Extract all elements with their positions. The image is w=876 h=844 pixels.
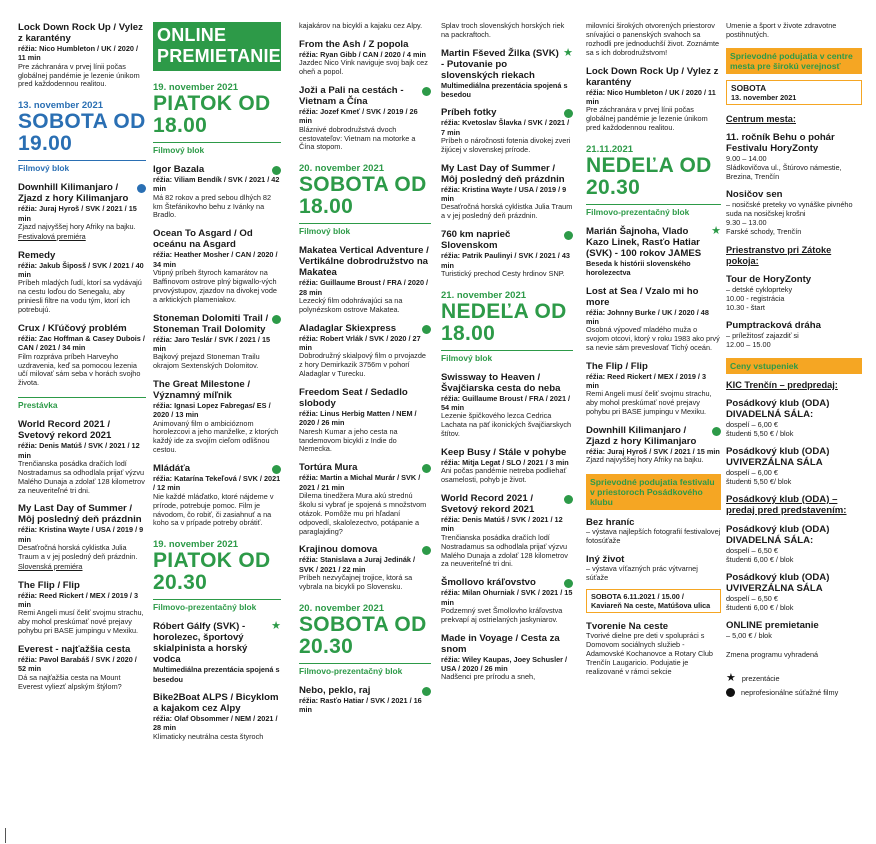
block-date: 19. november 2021 [153, 539, 239, 551]
film-entry [441, 107, 573, 154]
film-description: Turistický prechod Cesty hrdinov SNP. [441, 268, 565, 278]
film-credits: réžia: Martin a Michal Murár / SVK / 2021 / 21 min [299, 473, 421, 492]
legend-competition [726, 688, 862, 697]
presentation-subtitle: Beseda k histórii slovenského horolezectva [586, 258, 691, 278]
city-events-banner: Sprievodné podujatia v centre mesta pre širokú verejnosť [726, 48, 862, 74]
workshop-description: Tvorivé dielne pre deti v spolupráci s Domovom sociálnych služieb - Adamovské Kochanovce a Rotary Club Trenčín Laugaricio. Podujatie je realizované v rámci sekcie [586, 630, 713, 676]
price-adult: dospelí – 6,50 € [726, 545, 778, 555]
film-title: Downhill Kilimanjaro / Zjazd z hory Kilimanjaro [18, 182, 129, 205]
film-title: Swissway to Heaven / Švajčiarska cesta do neba [441, 371, 561, 394]
film-description: Nadšenci pre prírodu a sneh, [441, 672, 536, 682]
price-entry [726, 524, 862, 564]
film-entry [441, 633, 573, 683]
city-event-entry [726, 274, 862, 312]
film-description: Jazdec Nico Vink naviguje svoj bajk cez oheň a popol. [299, 58, 428, 77]
presentation-title: Martin Fševed Žilka (SVK) - Putovanie po slovenských riekach [441, 47, 559, 81]
film-title: Freedom Seat / Sedadlo slobody [299, 387, 408, 410]
price-student: študenti 6,00 € / blok [726, 554, 794, 564]
competition-dot-icon [422, 546, 431, 555]
presentation-title: Marián Šajnoha, Vlado Kazo Linek, Rasťo Hatiar (SVK) - 100 rokov JAMES [586, 225, 702, 259]
competition-dot-icon [137, 184, 146, 193]
film-title: My Last Day of Summer / Môj posledný deň prázdnin [441, 162, 565, 185]
film-credits: réžia: Rasťo Hatiar / SVK / 2021 / 16 min [299, 695, 422, 715]
film-description: Príbeh o náročnosti fotenia divokej zveri žijúcej v slovenskej prírode. [441, 136, 571, 154]
premiere-tag: Slovenská premiéra [18, 561, 83, 571]
competition-dot-icon [422, 464, 431, 473]
film-credits: réžia: Patrik Paulinyi / SVK / 2021 / 43 min [441, 251, 570, 270]
film-title: Joži a Pali na cestách - Vietnam a Čína [299, 85, 404, 108]
price-adult: dospelí – 6,00 € [726, 467, 778, 477]
legend-label: neprofesionálne súťažné filmy [741, 687, 839, 697]
film-title: Príbeh fotky [441, 107, 497, 119]
price-student: študenti 6,00 € / blok [726, 602, 794, 612]
premiere-tag: Festivalová premiéra [18, 231, 86, 241]
film-entry [18, 182, 146, 242]
film-title: Made in Voyage / Cesta za snom [441, 632, 560, 655]
film-entry [441, 493, 573, 569]
film-entry [586, 425, 721, 465]
city-event-time: 9.30 – 13.00 [726, 217, 767, 227]
city-event-entry [726, 132, 862, 181]
film-entry [299, 544, 431, 591]
price-venue: Posádkový klub (ODA) UVIVERZÁLNA SÁLA [726, 571, 830, 594]
city-event-title: Pumptracková dráha [726, 319, 821, 331]
film-entry [441, 163, 573, 221]
film-credits: réžia: Linus Herbig Matten / NEM / 2020 / 26 min [299, 409, 417, 428]
price-online: – 5,00 € / blok [726, 630, 772, 640]
film-entry [299, 323, 431, 379]
film-description: Pre záchranára v prvej línii počas globálnej pandémie je lezenie únikom pred každodennou realitou. [586, 105, 708, 133]
city-event-entry [726, 320, 862, 349]
city-event-time: 10.00 - registrácia [726, 293, 785, 303]
film-credits: réžia: Nico Humbleton / UK / 2020 / 11 min [18, 44, 139, 63]
presentation-star-icon: ★ [271, 620, 281, 633]
film-description: Pre záchranára v prvej línii počas globálnej pandémie je lezenie únikom pred každodennou realitou. [18, 61, 140, 89]
presale-heading: KIC Trenčín – predpredaj: [726, 379, 838, 390]
film-credits: réžia: Ignasi Lopez Fabregas/ ES / 2020 / 13 min [153, 400, 271, 420]
film-credits: réžia: Ryan Gibb / CAN / 2020 / 4 min [299, 49, 426, 59]
film-title: 760 km naprieč Slovenskom [441, 229, 511, 252]
film-title: Tortúra Mura [299, 462, 358, 474]
film-description: Desaťročná horská cyklistka Julia Traum a v jej posledný deň prázdnin. [18, 543, 138, 561]
film-entry [299, 387, 431, 454]
program-column-1 [18, 22, 146, 692]
film-credits: réžia: Viliam Bendík / SVK / 2021 / 42 min [153, 175, 280, 194]
price-student: študenti 5,50 €/ blok [726, 476, 792, 486]
ticket-prices-banner: Ceny vstupeniek [726, 358, 862, 374]
film-description: Desaťročná horská cyklistka Julia Traum a v jej posledný deň prázdnin. [441, 202, 573, 221]
film-description: Lezecký film odohrávajúci sa na polynézskom ostrove Makatea. [299, 295, 403, 314]
film-entry [441, 372, 573, 439]
continued-description: Umenie a šport v živote zdravotne postihnutých. [726, 22, 837, 39]
presentation-entry [153, 621, 281, 684]
film-description: Zjazd najvyššej hory Afriky na bajku. [18, 221, 136, 231]
event-date-text: SOBOTA 6.11.2021 / 15.00 / Kaviareň Na ceste, Matúšova ulica [591, 591, 711, 610]
exhibition-title: Bez hraníc [586, 517, 635, 529]
film-description: Podzemný svet Šmollovho kráľovstva prekvapí aj ostrielaných jaskyniarov. [441, 605, 563, 624]
city-event-desc: – detské cykloprteky [726, 284, 793, 294]
film-description: Vtipný príbeh štyroch kamarátov na Baffinovom ostrove plný bigwallo-vých prvovýstupov, zjazdov na divokej vode a arktických plameniakov. [153, 267, 277, 304]
film-title: The Great Milestone / Významný míľnik [153, 378, 251, 401]
block-date: 19. november 2021 [153, 82, 239, 93]
price-entry [726, 494, 862, 516]
price-venue: Posádkový klub (ODA) DIVADELNÁ SÁLA: [726, 397, 830, 420]
film-credits: réžia: Jaro Teslár / SVK / 2021 / 15 min [153, 334, 271, 353]
film-entry [441, 577, 573, 624]
film-entry [299, 462, 431, 536]
competition-dot-icon [272, 315, 281, 324]
event-date-box [726, 80, 862, 105]
block-day-time: PIATOK OD 20.30 [153, 549, 271, 595]
film-credits: réžia: Katarína Tekeľová / SVK / 2021 / 12 min [153, 474, 281, 493]
film-title: The Flip / Flip [586, 360, 648, 372]
continued-description: kajakárov na bicykli a kajaku cez Alpy. [299, 22, 423, 30]
film-credits: réžia: Jakub Šiposš / SVK / 2021 / 40 min [18, 260, 144, 280]
film-description: Remi Angeli musí čeliť svojmu strachu, aby mohol preskúmať nové prejavy pohybu pri BASE jumpingu v Mexiku. [586, 389, 712, 417]
block-date: 21. november 2021 [441, 289, 527, 301]
film-entry [153, 463, 281, 528]
film-entry [441, 447, 573, 485]
film-title: Mládáťa [153, 463, 191, 475]
film-title: Krajinou domova [299, 544, 378, 556]
film-title: Nebo, peklo, raj [299, 684, 371, 696]
film-entry [153, 228, 281, 304]
film-description: Má 82 rokov a pred sebou dlhých 82 km Štefánikovho behu z Ivánky na Bradlo. [153, 192, 272, 220]
film-description: Bajkový prejazd Stoneman Trailu okrajom Sextenských Dolomitov. [153, 352, 260, 371]
film-entry [18, 580, 146, 636]
film-credits: réžia: Kristina Wayte / USA / 2019 / 9 min [18, 525, 144, 544]
competition-dot-icon [272, 166, 281, 175]
legend-label: prezentácie [741, 673, 780, 683]
exhibition-title: Iný život [586, 554, 625, 566]
film-title: Keep Busy / Stále v pohybe [441, 447, 567, 459]
film-description: Remi Angeli musí čeliť svojmu strachu, aby mohol preskúmať nové prejavy pohybu pri BASE jumpingu v Mexiku. [18, 608, 144, 636]
block-type-label: Filmový blok [441, 350, 573, 364]
film-credits: réžia: Wiley Kaupas, Joey Schusler / USA / 2020 / 26 min [441, 654, 568, 674]
film-credits: réžia: Juraj Hyroš / SVK / 2021 / 15 min [586, 447, 720, 457]
film-description: Dobrodružný skialpový film o prvojazde z hory Demirkazik 3756m v pohorí Aladaglar v Turecku. [299, 351, 426, 379]
continued-description: milovníci širokých otvorených priestorov snívajúci o panenských svahoch sa rozhodli pre jednoduchší život. Zoznámte sa s ich dobrodružstvom! [586, 22, 720, 57]
exhibition-entry [586, 554, 721, 583]
film-entry [18, 419, 146, 495]
competition-dot-icon [564, 231, 573, 240]
film-entry [299, 685, 431, 715]
block-type-label: Filmovo-prezentačný blok [586, 204, 721, 218]
program-column-3 [299, 22, 431, 714]
block-type-label: Filmovo-prezentačný blok [299, 663, 431, 677]
city-event-time: 10.30 - štart [726, 302, 765, 312]
competition-dot-icon [712, 427, 721, 436]
film-credits: réžia: Juraj Hyroš / SVK / 2021 / 15 min [18, 204, 137, 223]
block-type-label: Filmový blok [153, 142, 281, 156]
presentation-subtitle: Multimediálna prezentácia spojená s besedou [441, 80, 568, 100]
block-date: 21.11.2021 [586, 143, 634, 155]
film-entry [586, 361, 721, 417]
film-entry [299, 85, 431, 152]
film-credits: réžia: Nico Humbleton / UK / 2020 / 11 min [586, 87, 716, 106]
workshop-entry [586, 621, 721, 677]
star-icon: ★ [726, 671, 736, 684]
film-credits: réžia: Robert Vrlák / SVK / 2020 / 27 min [299, 333, 421, 353]
block-date: 20. november 2021 [299, 602, 385, 614]
film-description: Dilema tinedžera Mura akú strednú školu si vybrať je spojená s množstvom otázok. Pomôže mu pri hľadaní odpovedí, skalolezectvo, potápanie a paraglajding? [299, 490, 427, 536]
city-event-desc: – nosičské preteky vo vynáške pivného suda na nosičskej krošni [726, 199, 853, 218]
presentation-entry [586, 226, 721, 278]
film-credits: réžia: Stanislava a Juraj Jedinák / SVK / 2021 / 22 min [299, 555, 415, 574]
block-day-time: PIATOK OD 18.00 [153, 92, 271, 137]
presentation-star-icon: ★ [563, 46, 573, 59]
block-type-label: Filmový blok [299, 223, 431, 237]
film-description: Animovaný film o ambicióznom horolezcovi a jeho manželke, z ktorých každý ide za svojím cieľom odlišnou cestou. [153, 418, 279, 455]
film-entry [153, 692, 281, 742]
exhibition-description: – výstava víťazných prác výtvarnej súťaže [586, 564, 698, 583]
film-credits: réžia: Reed Rickert / MEX / 2019 / 3 min [18, 590, 139, 610]
presentation-title: Róbert Gálfy (SVK) - horolezec, športový skialpinista a horský vodca [153, 621, 248, 666]
price-venue: ONLINE premietanie [726, 619, 819, 631]
film-entry [153, 379, 281, 455]
competition-dot-icon [564, 495, 573, 504]
film-entry [299, 39, 431, 77]
film-credits: réžia: Kristina Wayte / USA / 2019 / 9 min [441, 184, 567, 204]
block-day-time: SOBOTA OD 20.30 [299, 612, 427, 658]
film-entry [153, 164, 281, 220]
film-title: World Record 2021 / Svetový rekord 2021 [18, 419, 112, 442]
film-description: Trenčianska posádka dračích lodí Nostradamus sa odhodlala prijať výzvu Malého Dunaja a zdolať 128 kilometrov za neuveriteľné tri dni. [18, 458, 145, 495]
block-day-time: SOBOTA OD 19.00 [18, 110, 146, 156]
exhibition-entry [586, 517, 721, 546]
city-event-place: Farské schody, Trenčín [726, 226, 802, 236]
film-title: From the Ash / Z popola [299, 38, 409, 50]
venue-heading: Priestranstvo pri Zátoke pokoja: [726, 244, 832, 266]
film-title: Stoneman Dolomiti Trail / Stoneman Trail Dolomity [153, 312, 269, 335]
film-title: The Flip / Flip [18, 579, 80, 591]
film-credits: réžia: Olaf Obsommer / NEM / 2021 / 28 min [153, 713, 278, 733]
film-credits: réžia: Pavol Barabáš / SVK / 2020 / 52 min [18, 655, 137, 674]
workshop-title: Tvorenie Na ceste [586, 620, 669, 632]
presentation-subtitle: Multimediálna prezentácia spojená s besedou [153, 665, 280, 684]
film-credits: réžia: Guillaume Broust / FRA / 2020 / 28 min [299, 278, 429, 297]
film-description: Ani počas pandémie netreba podliehať osamelosti, pohyb je život. [441, 466, 567, 485]
venue-heading: Centrum mesta: [726, 113, 796, 124]
price-section-heading: Posádkový klub (ODA) – predaj pred predstavením: [726, 493, 847, 516]
film-entry [18, 503, 146, 571]
film-title: My Last Day of Summer / Môj posledný deň prázdnin [18, 503, 142, 526]
film-title: Crux / Kľúčový problém [18, 323, 127, 335]
competition-dot-icon [564, 109, 573, 118]
event-date: 13. november 2021 [731, 92, 797, 102]
film-entry [18, 323, 146, 388]
film-credits: réžia: Mitja Legat / SLO / 2021 / 3 min [441, 458, 569, 468]
price-entry [726, 572, 862, 612]
competition-dot-icon [422, 687, 431, 696]
continued-description: Splav troch slovenských horských riek na packraftoch. [441, 22, 565, 39]
film-title: Lock Down Rock Up / Vylez z karantény [586, 65, 719, 88]
film-title: Lock Down Rock Up / Vylez z karantény [18, 22, 143, 44]
price-venue: Posádkový klub (ODA) DIVADELNÁ SÁLA: [726, 523, 830, 546]
event-day: SOBOTA [731, 82, 767, 93]
film-description: Klimaticky neutrálna cesta štyroch [153, 731, 264, 741]
competition-dot-icon [422, 87, 431, 96]
block-day-time: NEDEĽA OD 20.30 [586, 153, 712, 199]
online-screening-banner: ONLINE PREMIETANIE [153, 22, 281, 71]
film-title: Downhill Kilimanjaro / Zjazd z hory Kilimanjaro [586, 425, 697, 448]
film-entry [153, 313, 281, 371]
film-credits: réžia: Kvetoslav Šlavka / SVK / 2021 / 7 min [441, 118, 570, 137]
film-credits: réžia: Denis Matúš / SVK / 2021 / 12 min [441, 515, 563, 534]
film-title: Bike2Boat ALPS / Bicyklom a kajakom cez Alpy [153, 691, 279, 714]
program-column-4 [441, 22, 573, 682]
block-date: 13. november 2021 [18, 100, 104, 112]
film-title: Ocean To Asgard / Od oceánu na Asgard [153, 228, 253, 251]
film-entry [18, 250, 146, 315]
program-column-5 [586, 22, 721, 677]
block-date: 20. november 2021 [299, 163, 385, 175]
film-title: Everest - najťažšia cesta [18, 644, 131, 656]
city-event-entry [726, 189, 862, 236]
dot-icon [726, 688, 735, 697]
price-entry [726, 620, 862, 640]
film-entry [18, 644, 146, 691]
film-credits: réžia: Milan Ohurniak / SVK / 2021 / 15 min [441, 588, 573, 607]
film-description: Bláznivé dobrodružstvá dvoch cestovateľov: Vietnam na motorke a Čína stopom. [299, 124, 416, 152]
exhibition-description: – výstava najlepších fotografií festivalovej fotosúťaže [586, 527, 721, 546]
event-date-box [586, 589, 721, 613]
city-event-title: 11. ročník Behu o pohár Festivalu HoryZonty [726, 131, 835, 154]
film-credits: réžia: Denis Matúš / SVK / 2021 / 12 min [18, 441, 140, 460]
side-events-banner: Sprievodné podujatia festivalu v priestoroch Posádkového klubu [586, 474, 721, 510]
film-title: Aladaglar Skiexpress [299, 322, 397, 334]
film-credits: réžia: Jozef Kmeť / SVK / 2019 / 26 min [299, 107, 418, 126]
film-description: Film rozpráva príbeh Harveyho uzdravenia, keď sa pomocou lezenia učí milovať sám seba v horách svojho života. [18, 351, 141, 388]
film-title: Šmollovo kráľovstvo [441, 577, 536, 589]
film-description: Lezenie špičkového lezca Cedrica Lachata na päť ikonických švajčiarskych štítov. [441, 411, 572, 439]
film-credits: réžia: Heather Mosher / CAN / 2020 / 34 min [153, 250, 278, 269]
film-entry [441, 229, 573, 279]
price-student: študenti 5,50 € / blok [726, 428, 794, 438]
price-entry [726, 398, 862, 438]
film-credits: réžia: Zac Hoffman & Casey Dubois / CAN / 2021 / 34 min [18, 334, 145, 353]
film-entry [586, 66, 721, 133]
competition-dot-icon [272, 465, 281, 474]
presentation-entry [441, 48, 573, 100]
film-entry [18, 22, 146, 89]
film-description: Nie každé mláďatko, ktoré nájdeme v prírode, potrebuje pomoc. Film je návodom, čo robiť, či zasiahnuť a na koho sa v prípade potreby obrátiť. [153, 491, 274, 528]
price-entry [726, 446, 862, 486]
film-description: Príbeh nezvyčajnej trojice, ktorá sa vybrala na bicykli po Slovensku. [299, 573, 413, 591]
block-type-label: Filmový blok [18, 160, 146, 174]
film-entry [299, 245, 431, 314]
city-event-place: Sládkovičova ul., Štúrovo námestie, Brezina, Trenčín [726, 162, 842, 181]
legend-presentations [726, 673, 862, 684]
film-title: Igor Bazala [153, 164, 205, 175]
city-event-time: 12.00 – 15.00 [726, 339, 771, 349]
city-event-time: 9.00 – 14.00 [726, 153, 767, 163]
film-credits: réžia: Guillaume Broust / FRA / 2021 / 54 min [441, 393, 571, 413]
film-description: Dá sa najťažšia cesta na Mount Everest vyliezť alpským štýlom? [18, 672, 122, 691]
city-event-title: Nosičov sen [726, 188, 783, 200]
film-title: Remedy [18, 249, 56, 261]
film-description: Zjazd najvyššej hory Afriky na bajku. [586, 455, 704, 465]
film-title: World Record 2021 / Svetový rekord 2021 [441, 493, 535, 516]
film-entry [586, 286, 721, 353]
film-credits: réžia: Johnny Burke / UK / 2020 / 48 min [586, 307, 709, 326]
block-type-label: Filmovo-prezentačný blok [153, 599, 281, 613]
block-day-time: NEDEĽA OD 18.00 [441, 299, 567, 345]
film-description: Osobná výpoveď mladého muža o svojom otcovi, ktorý v roku 1983 ako prvý sa nevie sám preveslovať Tichý oceán. [586, 325, 720, 352]
film-description: Príbeh mladých ľudí, ktorí sa vydávajú na cestu loďou do Senegalu, aby priniesli filtre na vodu tým, ktorí ich potrebujú. [18, 278, 142, 315]
competition-dot-icon [564, 579, 573, 588]
city-event-desc: – príležitosť zajazdiť si [726, 330, 799, 340]
program-column-2 [153, 22, 281, 741]
film-credits: réžia: Reed Rickert / MEX / 2019 / 3 min [586, 371, 707, 391]
competition-dot-icon [422, 325, 431, 334]
block-day-time: SOBOTA OD 18.00 [299, 173, 427, 219]
text-cursor [5, 828, 6, 843]
price-adult: dospelí – 6,00 € [726, 419, 778, 429]
city-event-title: Tour de HoryZonty [726, 273, 812, 285]
film-title: Makatea Vertical Adventure / Vertikálne dobrodružstvo na Makatea [299, 245, 429, 279]
program-change-note: Zmena programu vyhradená [726, 649, 819, 659]
film-description: Naresh Kumar a jeho cesta na tandemovom bicykli z Indie do Nemecka. [299, 426, 398, 454]
price-venue: Posádkový klub (ODA) UVIVERZÁLNA SÁLA [726, 445, 830, 468]
film-description: Trenčianska posádka dračích lodí Nostradamus sa odhodlala prijať výzvu Malého Dunaja a zdolať 128 kilometrov za neuveriteľné tri dni. [441, 532, 568, 569]
film-title: Lost at Sea / Vzalo mi ho more [586, 285, 699, 308]
presentation-star-icon: ★ [711, 224, 721, 237]
price-adult: dospelí – 6,50 € [726, 593, 778, 603]
program-column-6 [726, 22, 862, 697]
intermission-label: Prestávka [18, 397, 146, 411]
